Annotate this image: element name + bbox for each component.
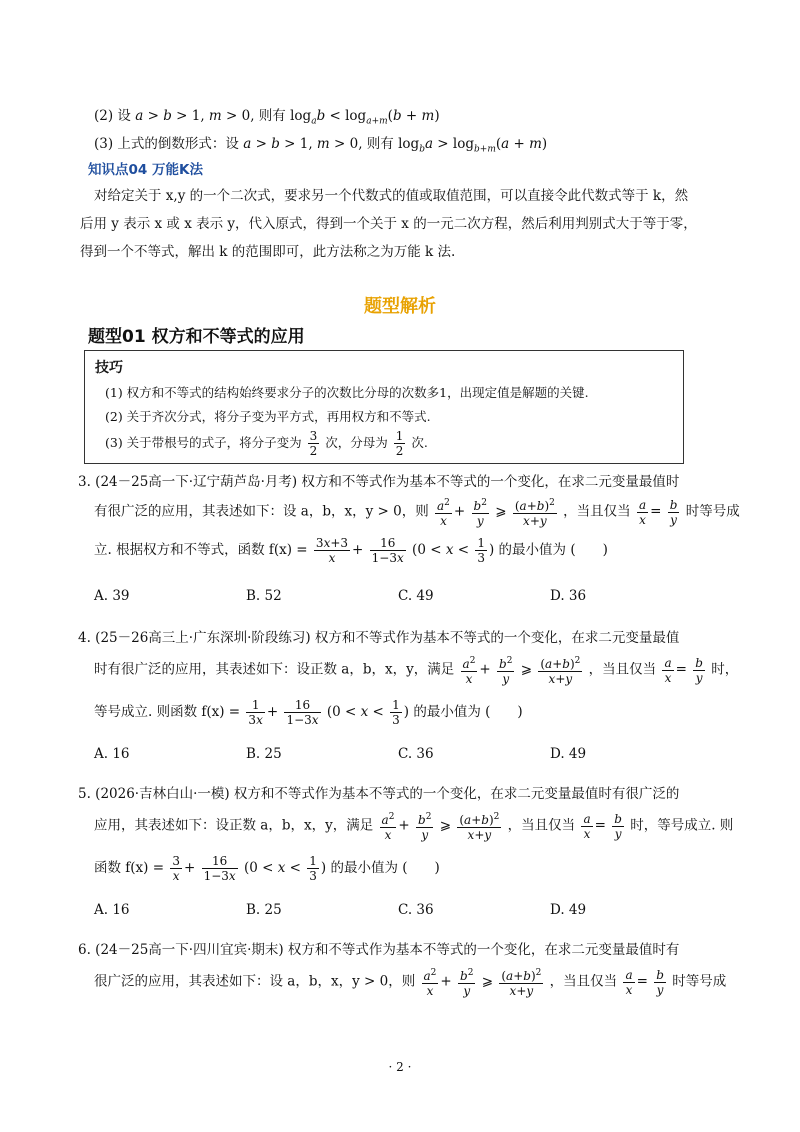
q4-line-2: 时有很广泛的应用，其表述如下：设正数 a，b，x，y，满足 $\frac{a^2}{x}$ + $\frac{b^2}{y}$ ⩾ $\frac{(a+b)^2}{x+y}$ ，当且仅当 $\frac{a}{x}$ = $\frac{b}{y}$ 时， xyxy=(94,655,739,686)
frac-1-3: $\frac{1}{3}$ xyxy=(392,698,400,727)
q3-line-2-b: ，当且仅当 xyxy=(563,503,631,520)
frac-3x3-x: $\frac{3x+3}{x}$ xyxy=(315,536,349,565)
knowledge-paragraph-line-2: 后用 y 表示 x 或 x 表示 y，代入原式，得到一个关于 x 的一元二次方程，然后利用判别式大于等于零， xyxy=(80,216,697,232)
q3-option-d[interactable]: D. 36 xyxy=(550,588,587,604)
q3-option-c[interactable]: C. 49 xyxy=(398,588,434,604)
frac-b-y: $\frac{b}{y}$ xyxy=(695,655,703,685)
frac-a-x: $\frac{a}{x}$ xyxy=(625,967,633,997)
q4-line-3-b: 的最小值为 ( ) xyxy=(413,704,523,720)
frac-sum-sq: $\frac{(a+b)^2}{x+y}$ xyxy=(540,656,581,686)
frac-16-1-3x: $\frac{16}{1-3x}$ xyxy=(203,854,236,883)
q4-option-c[interactable]: C. 36 xyxy=(398,746,434,762)
frac-b2-y: $\frac{b^2}{y}$ xyxy=(499,656,513,686)
q3-option-b[interactable]: B. 52 xyxy=(246,588,282,604)
frac-16-1-3x: $\frac{16}{1-3x}$ xyxy=(286,698,319,727)
q5-option-d[interactable]: D. 49 xyxy=(550,902,587,918)
q5-option-c[interactable]: C. 36 xyxy=(398,902,434,918)
fraction-1-2: $\frac{1}{2}$ xyxy=(395,429,404,458)
property-line-3: (3) 上式的倒数形式：设 a > b > 1, m > 0, 则有 $\log_ba > \log_{b+m}(a + m)$ xyxy=(94,136,548,155)
frac-1-3x: $\frac{1}{3x}$ xyxy=(248,698,263,727)
frac-16-1-3x: $\frac{16}{1-3x}$ xyxy=(371,536,404,565)
q5-line-1: 5. (2026·吉林白山·一模) 权方和不等式作为基本不等式的一个变化，在求二元变量最值时有很广泛的 xyxy=(78,786,680,802)
q3-line-3-b: 的最小值为 ( ) xyxy=(498,542,608,558)
q5-line-2-a: 应用，其表述如下：设正数 a，b，x，y，满足 xyxy=(94,817,374,834)
line3-prefix: (3) 上式的倒数形式：设 xyxy=(94,136,244,152)
frac-3-x: $\frac{3}{x}$ xyxy=(172,854,180,883)
frac-b2-y: $\frac{b^2}{y}$ xyxy=(473,498,487,528)
knowledge-point-title: 知识点04 万能K法 xyxy=(88,162,203,178)
tip-1: (1) 权方和不等式的结构始终要求分子的次数比分母的次数多1，出现定值是解题的关键. xyxy=(105,385,589,400)
tip-3 xyxy=(105,429,428,458)
q5-option-b[interactable]: B. 25 xyxy=(246,902,282,918)
q6-line-2: 很广泛的应用，其表述如下：设 a，b，x，y > 0，则 $\frac{a^2}{x}$ + $\frac{b^2}{y}$ ⩾ $\frac{(a+b)^2}{x+y}$ ，当且仅当 $\frac{a}{x}$ = $\frac{b}{y}$ 时等号成 xyxy=(94,967,727,998)
tips-title: 技巧 xyxy=(95,360,123,376)
section-title: 题型解析 xyxy=(364,296,436,317)
q5-line-3-a: 函数 f(x) = xyxy=(94,860,165,876)
frac-a-x: $\frac{a}{x}$ xyxy=(664,655,672,685)
tip-3-part-c: 次. xyxy=(411,435,428,450)
tip-3-part-a: (3) 关于带根号的式子，将分子变为 xyxy=(105,435,302,450)
q3-line-2-a: 有很广泛的应用，其表述如下：设 a，b，x，y > 0，则 xyxy=(94,503,429,520)
q4-line-1: 4. (25－26高三上·广东深圳·阶段练习) 权方和不等式作为基本不等式的一个变化，在求二元变量最值 xyxy=(78,630,680,646)
frac-a-x: $\frac{a}{x}$ xyxy=(638,497,647,527)
q4-line-2-a: 时有很广泛的应用，其表述如下：设正数 a，b，x，y，满足 xyxy=(94,661,455,678)
knowledge-paragraph-line-1: 对给定关于 x,y 的一个二次式，要求另一个代数式的值或取值范围，可以直接令此代数式等于 k，然 xyxy=(94,188,689,204)
frac-1-3: $\frac{1}{3}$ xyxy=(477,536,485,565)
frac-a-x: $\frac{a}{x}$ xyxy=(583,811,591,841)
frac-b-y: $\frac{b}{y}$ xyxy=(669,497,678,527)
q3-option-a[interactable]: A. 39 xyxy=(94,588,130,604)
q3-line-3: 立. 根据权方和不等式，函数 f(x) = $\frac{3x+3}{x}$ + $\frac{16}{1-3x}$ (0 < x < $\frac{1}{3}$ ) 的最小值为 ( ) xyxy=(94,536,608,565)
q4-option-b[interactable]: B. 25 xyxy=(246,746,282,762)
q6-line-2-b: ，当且仅当 xyxy=(549,973,618,990)
q5-line-3: 函数 f(x) = $\frac{3}{x}$ + $\frac{16}{1-3x}$ (0 < x < $\frac{1}{3}$ ) 的最小值为 ( ) xyxy=(94,854,440,883)
frac-1-3: $\frac{1}{3}$ xyxy=(309,854,317,883)
q3-line-3-a: 立. 根据权方和不等式，函数 f(x) = xyxy=(94,542,308,558)
q6-line-2-a: 很广泛的应用，其表述如下：设 a，b，x，y > 0，则 xyxy=(94,973,416,990)
frac-b-y: $\frac{b}{y}$ xyxy=(614,811,622,841)
q4-line-3: 等号成立. 则函数 f(x) = $\frac{1}{3x}$ + $\frac{16}{1-3x}$ (0 < x < $\frac{1}{3}$ ) 的最小值为 ( ) xyxy=(94,698,523,727)
q4-line-2-b: ，当且仅当 xyxy=(588,661,657,678)
page-number: · 2 · xyxy=(388,1060,412,1074)
frac-b-y: $\frac{b}{y}$ xyxy=(656,967,664,997)
q5-line-2-b: ，当且仅当 xyxy=(507,817,576,834)
frac-sum-sq: $\frac{(a+b)^2}{x+y}$ xyxy=(501,968,542,998)
q6-line-2-c: 时等号成 xyxy=(672,973,727,990)
q6-line-1: 6. (24－25高一下·四川宜宾·期末) 权方和不等式作为基本不等式的一个变化，在求二元变量最值时有 xyxy=(78,942,680,958)
property-line-2: (2) 设 a > b > 1, m > 0, 则有 $\log_ab < \log_{a+m}(b + m)$ xyxy=(94,108,440,127)
q3-line-2: 有很广泛的应用，其表述如下：设 a，b，x，y > 0，则 $\frac{a^2}{x}$ + $\frac{b^2}{y}$ ⩾ $\frac{(a+b)^2}{x+y}$ ，当且仅当 $\frac{a}{x}$ = $\frac{b}{y}$ 时等号成 xyxy=(94,497,740,528)
line2-prefix: (2) 设 xyxy=(94,108,136,124)
type-heading: 题型01 权方和不等式的应用 xyxy=(88,327,305,347)
q3-line-2-c: 时等号成 xyxy=(685,503,740,520)
frac-b2-y: $\frac{b^2}{y}$ xyxy=(418,812,432,842)
tips-box xyxy=(84,350,684,464)
q5-line-2-c: 时，等号成立. 则 xyxy=(630,817,734,834)
q5-line-2: 应用，其表述如下：设正数 a，b，x，y，满足 $\frac{a^2}{x}$ + $\frac{b^2}{y}$ ⩾ $\frac{(a+b)^2}{x+y}$ ，当且仅当 $\frac{a}{x}$ = $\frac{b}{y}$ 时，等号成立. 则 xyxy=(94,811,734,842)
frac-a2-x: $\frac{a^2}{x}$ xyxy=(381,812,395,842)
frac-sum-sq: $\frac{(a+b)^2}{x+y}$ xyxy=(459,812,500,842)
q5-option-a[interactable]: A. 16 xyxy=(94,902,130,918)
q4-option-d[interactable]: D. 49 xyxy=(550,746,587,762)
q4-line-3-a: 等号成立. 则函数 f(x) = xyxy=(94,704,241,720)
frac-a2-x: $\frac{a^2}{x}$ xyxy=(423,968,437,998)
frac-a2-x: $\frac{a^2}{x}$ xyxy=(462,656,476,686)
q5-line-3-b: 的最小值为 ( ) xyxy=(330,860,440,876)
knowledge-paragraph-line-3: 得到一个不等式，解出 k 的范围即可，此方法称之为万能 k 法. xyxy=(80,244,456,260)
frac-a2-x: $\frac{a^2}{x}$ xyxy=(437,498,450,528)
frac-b2-y: $\frac{b^2}{y}$ xyxy=(460,968,474,998)
q4-line-2-c: 时， xyxy=(711,661,739,678)
frac-sum-sq: $\frac{(a+b)^2}{x+y}$ xyxy=(514,498,555,528)
tip-3-part-b: 次，分母为 xyxy=(325,435,388,450)
fraction-3-2: $\frac{3}{2}$ xyxy=(309,429,318,458)
q3-line-1: 3. (24－25高一下·辽宁葫芦岛·月考) 权方和不等式作为基本不等式的一个变化，在求二元变量最值时 xyxy=(78,474,680,490)
tip-2: (2) 关于齐次分式，将分子变为平方式，再用权方和不等式. xyxy=(105,409,431,424)
q4-option-a[interactable]: A. 16 xyxy=(94,746,130,762)
